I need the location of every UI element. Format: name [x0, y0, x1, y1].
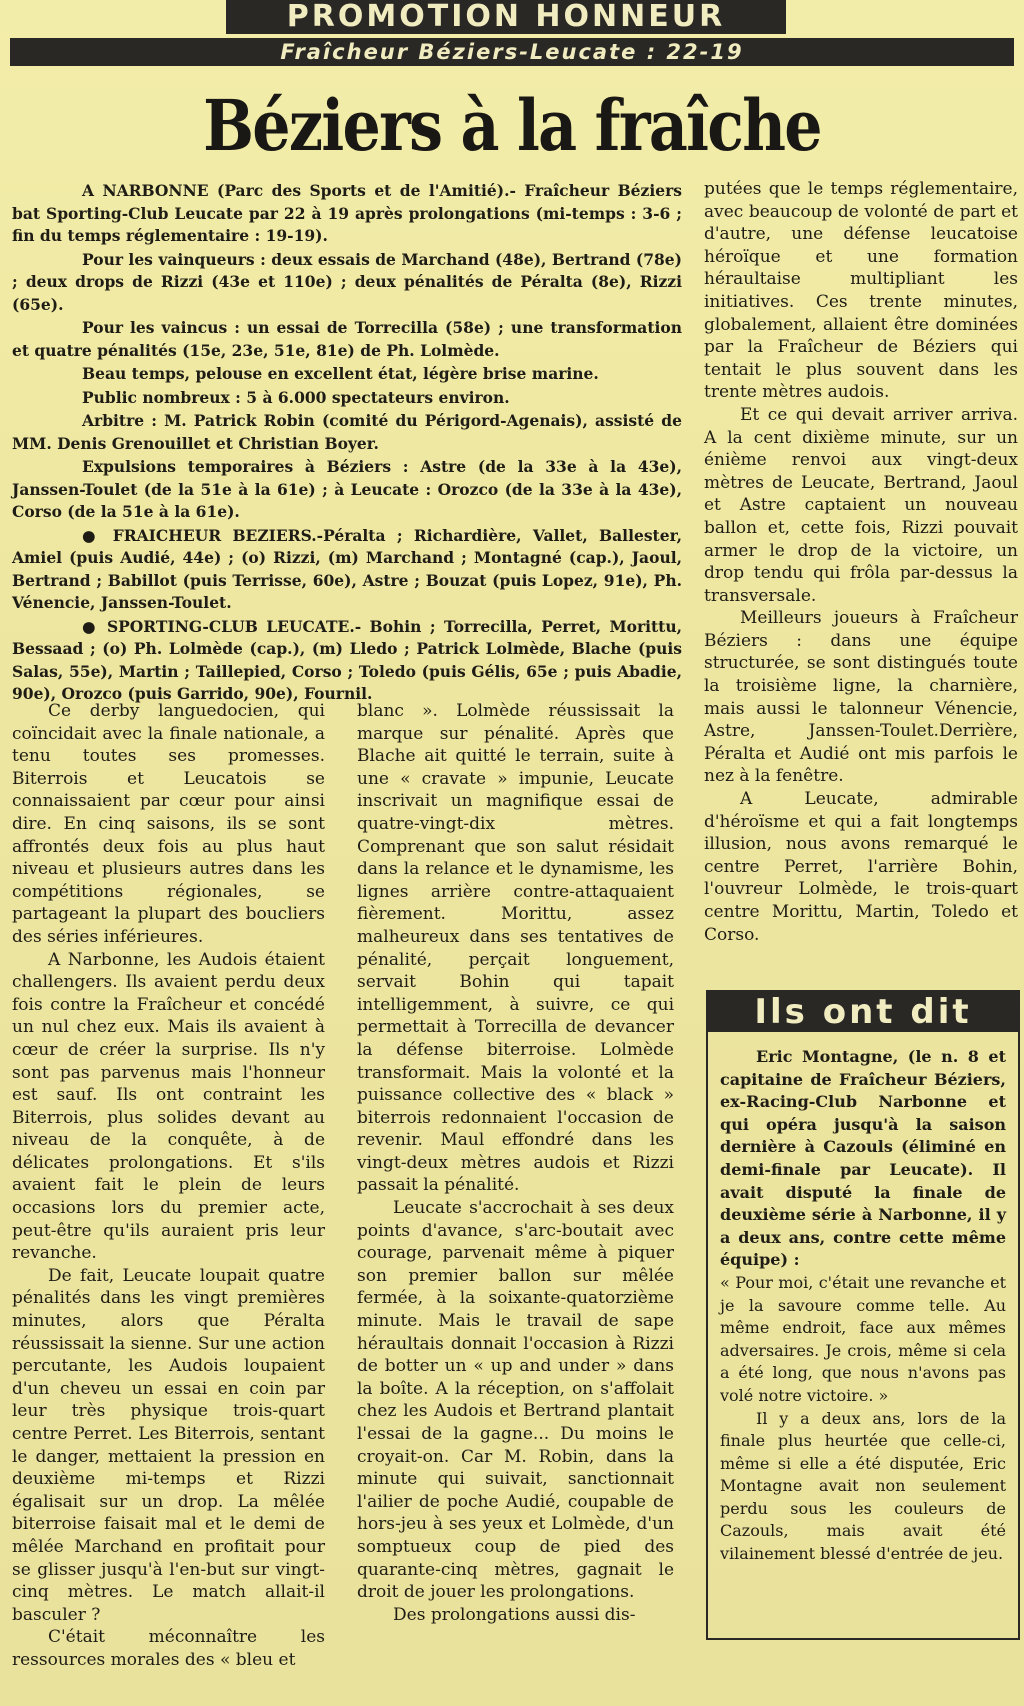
summary-venue: A NARBONNE (Parc des Sports et de l'Amitié).- Fraîcheur Béziers bat Sporting-Club Leucate par 22 à 19 après prolongations (mi-temps : 3-6 ; fin du temps réglementaire : 19-19). [12, 181, 682, 245]
article-column-3 [704, 178, 1018, 946]
quote-box-title: Ils ont dit [708, 992, 1018, 1032]
article-column-1 [12, 700, 325, 1672]
headline: Béziers à la fraîche [203, 84, 821, 167]
summary-sin-bins: Expulsions temporaires à Béziers : Astre (de la 33e à la 43e), Janssen-Toulet (de la 51e à la 61e) ; à Leucate : Orozco (de la 33e à la 43e), Corso (de la 51e à la 61e). [12, 457, 682, 521]
article-column-2 [357, 700, 674, 1626]
summary-referee: Arbitre : M. Patrick Robin (comité du Périgord-Agenais), assisté de MM. Denis Grenouillet et Christian Boyer. [12, 411, 682, 453]
quote-box-body [720, 1046, 1006, 1566]
summary-attendance: Public nombreux : 5 à 6.000 spectateurs environ. [82, 387, 510, 407]
article-paragraph: Leucate s'accrochait à ses deux points d'avance, s'arc-boutait avec courage, parvenait même à piquer son premier ballon sur mêlée fermée, à la soixante-quatorzième minute. Mais le travail de sape héraultais donnait l'occasion à Rizzi de botter un « up and under » dans la boîte. A la réception, on s'affolait chez les Audois et Bertrand plantait l'essai de la gagne... Du moins le croyait-on. Car M. Robin, dans la minute qui suivait, sanctionnait l'ailier de poche Audié, coupable de hors-jeu à ses yeux et Lolmède, d'un somptueux coup de pied des quarante-cinq mètres, gagnait le droit de jouer les prolongations. [357, 1198, 674, 1603]
article-paragraph: Des prolongations aussi dis- [393, 1604, 636, 1625]
article-paragraph: C'était méconnaître les ressources morales des « bleu et [12, 1627, 325, 1670]
article-paragraph: A Leucate, admirable d'héroïsme et qui a fait longtemps illusion, nous avons remarqué le centre Perret, l'arrière Bohin, l'ouvreur Lolmède, le trois-quart centre Morittu, Martin, Toledo et Corso. [704, 789, 1018, 945]
quote-followup: Il y a deux ans, lors de la finale plus heurtée que celle-ci, même si elle a été disputée, Eric Montagne avait non seulement perdu sous les couleurs de Cazouls, mais avait été vilainement blessé d'entrée de jeu. [720, 1408, 1006, 1564]
summary-losers: Pour les vaincus : un essai de Torrecilla (58e) ; une transformation et quatre pénalités (15e, 23e, 51e, 81e) de Ph. Lolmède. [12, 318, 682, 360]
summary-weather: Beau temps, pelouse en excellent état, légère brise marine. [82, 364, 599, 383]
match-summary [12, 180, 682, 707]
lineup-beziers: ● FRAICHEUR BEZIERS.-Péralta ; Richardière, Vallet, Ballester, Amiel (puis Audié, 44e) ; (o) Rizzi, (m) Marchand ; Montagné (cap.), Jaoul, Bertrand ; Babillot (puis Terrisse, 60e), Astre ; Bouzat (puis Lopez, 91e), Ph. Vénencie, Janssen-Toulet. [12, 525, 682, 612]
article-paragraph: Et ce qui devait arriver arriva. A la cent dixième minute, sur un énième renvoi aux vingt-deux mètres de Leucate, Bertrand, Jaoul et Astre captaient un nouveau ballon et, cette fois, Rizzi pouvait armer le drop de la victoire, un drop tendu qui frôla par-dessus la transversale. [704, 404, 1018, 606]
article-paragraph: A Narbonne, les Audois étaient challengers. Ils avaient perdu deux fois contre la Fraîcheur et concédé un nul chez eux. Mais ils avaient à cœur de créer la surprise. Ils n'y sont pas parvenus mais l'honneur est sauf. Ils ont contraint les Biterrois, plus solides devant au niveau de la conquête, à de délicates prolongations. Et s'ils avaient fait le plein de leurs occasions lors du premier acte, peut-être qu'ils auraient pris leur revanche. [12, 949, 325, 1264]
article-paragraph: Ce derby languedocien, qui coïncidait avec la finale nationale, a tenu toutes ses promesses. Biterrois et Leucatois se connaissaient par cœur pour ainsi dire. En cinq saisons, ils se sont affrontés deux fois au plus haut niveau et plusieurs autres dans les compétitions régionales, se partageant la plupart des boucliers des séries inférieures. [12, 701, 325, 947]
lineup-leucate: ● SPORTING-CLUB LEUCATE.- Bohin ; Torrecilla, Perret, Morittu, Bessaad ; (o) Ph. Lolmède (cap.), (m) Lledo ; Patrick Lolmède, Blache (puis Salas, 55e), Martin ; Taillepied, Corso ; Toledo (puis Gélis, 65e ; puis Abadie, 90e), Orozco (puis Garrido, 90e), Fournil. [12, 616, 682, 703]
quote-text: « Pour moi, c'était une revanche et je la savoure comme telle. Au même endroit, face aux mêmes adversaires. Je crois, même si cela a été long, que nous n'avons pas volé notre victoire. » [720, 1272, 1006, 1405]
article-paragraph: Meilleurs joueurs à Fraîcheur Béziers : dans une équipe structurée, se sont distingués toute la troisième ligne, la charnière, mais aussi le talonneur Vénencie, Astre, Janssen-Toulet.Derrière, Péralta et Audié ont mis parfois le nez à la fenêtre. [704, 608, 1018, 787]
summary-winners: Pour les vainqueurs : deux essais de Marchand (48e), Bertrand (78e) ; deux drops de Rizzi (43e et 110e) ; deux pénalités de Péralta (8e), Rizzi (65e). [12, 249, 682, 314]
quote-box [706, 990, 1020, 1640]
quote-intro: Eric Montagne, (le n. 8 et capitaine de Fraîcheur Béziers, ex-Racing-Club Narbonne et qui opéra jusqu'à la saison dernière à Cazouls (éliminé en demi-finale par Leucate). Il avait disputé la finale de deuxième série à Narbonne, il y a deux ans, contre cette même équipe) : [720, 1047, 1006, 1270]
article-paragraph: putées que le temps réglementaire, avec beaucoup de volonté de part et d'autre, une défense leucatoise héroïque et une formation héraultaise multipliant les initiatives. Ces trente minutes, globalement, allaient être dominées par la Fraîcheur de Béziers qui tentait le plus souvent dans les trente mètres audois. [704, 179, 1018, 403]
section-banner: PROMOTION HONNEUR [226, 0, 786, 34]
score-bar: Fraîcheur Béziers-Leucate : 22-19 [10, 38, 1014, 66]
article-paragraph: De fait, Leucate loupait quatre pénalités dans les vingt premières minutes, alors que Péralta réussissait la sienne. Sur une action percutante, les Audois loupaient d'un cheveu un essai en coin par leur très physique trois-quart centre Perret. Les Biterrois, sentant le danger, mettaient la pression en deuxième mi-temps et Rizzi égalisait sur un drop. La mêlée biterroise faisait mal et le demi de mêlée Marchand en profitait pour se glisser jusqu'à l'en-but sur vingt-cinq mètres. Le match allait-il basculer ? [12, 1265, 325, 1625]
article-paragraph: blanc ». Lolmède réussissait la marque sur pénalité. Après que Blache ait quitté le terrain, suite à une « cravate » impunie, Leucate inscrivait un magnifique essai de quatre-vingt-dix mètres. Comprenant que son salut résidait dans la relance et le dynamisme, les lignes arrière contre-attaquaient fièrement. Morittu, assez malheureux dans ses tentatives de pénalité, perçait longuement, servait Bohin qui tapait intelligemment, à suivre, ce qui permettait à Torrecilla de devancer la défense biterroise. Lolmède transformait. Mais la volonté et la puissance collective des « black » biterrois redonnaient l'occasion de revenir. Maul effondré dans les vingt-deux mètres audois et Rizzi passait la pénalité. [357, 701, 674, 1196]
